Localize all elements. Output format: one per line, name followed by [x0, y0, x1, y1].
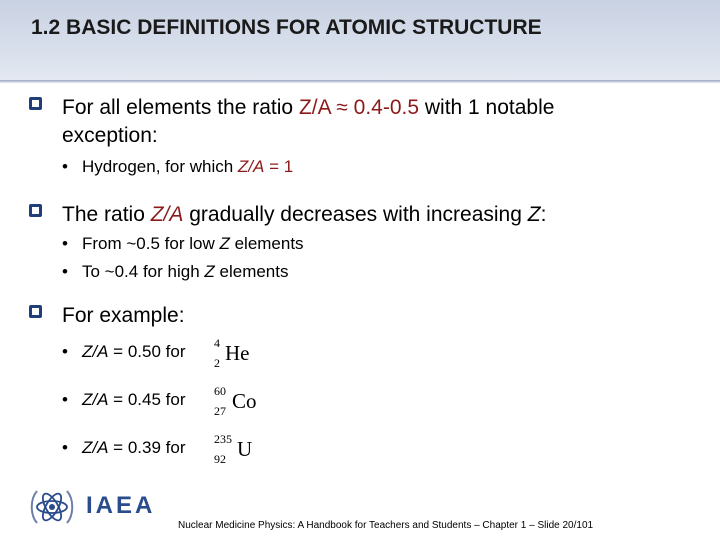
square-bullet-icon	[29, 305, 42, 318]
isotope-helium: 4 2 He	[214, 336, 250, 370]
square-bullet-icon	[29, 204, 42, 217]
sub-bullet-hydrogen: • Hydrogen, for which Z/A = 1	[62, 157, 294, 176]
slide-title: 1.2 BASIC DEFINITIONS FOR ATOMIC STRUCTURE	[31, 16, 542, 39]
example-uranium: • Z/A = 0.39 for	[62, 438, 186, 457]
isotope-cobalt: 60 27 Co	[214, 384, 257, 418]
bullet-for-example	[29, 302, 185, 330]
title-bar	[0, 0, 720, 80]
bullet-text: For all elements the ratio Z/A ≈ 0.4-0.5 with 1 notable exception:	[62, 96, 555, 147]
isotope-uranium: 235 92 U	[214, 432, 253, 466]
bullet-ratio-range	[29, 94, 554, 150]
iaea-wordmark: IAEA	[86, 492, 156, 519]
iaea-atom-logo-icon	[28, 483, 76, 531]
example-cobalt: • Z/A = 0.45 for	[62, 390, 186, 409]
title-divider	[0, 80, 720, 83]
slide-footer: Nuclear Medicine Physics: A Handbook for Teachers and Students – Chapter 1 – Slide 20/101	[178, 520, 594, 531]
bullet-text: For example:	[62, 304, 185, 327]
sub-bullet-low-z: • From ~0.5 for low Z elements	[62, 234, 304, 253]
bullet-text: The ratio Z/A gradually decreases with increasing Z:	[62, 203, 547, 226]
sub-bullet-high-z: • To ~0.4 for high Z elements	[62, 262, 289, 281]
bullet-ratio-decrease	[29, 201, 546, 229]
example-helium: • Z/A = 0.50 for	[62, 342, 186, 361]
square-bullet-icon	[29, 97, 42, 110]
